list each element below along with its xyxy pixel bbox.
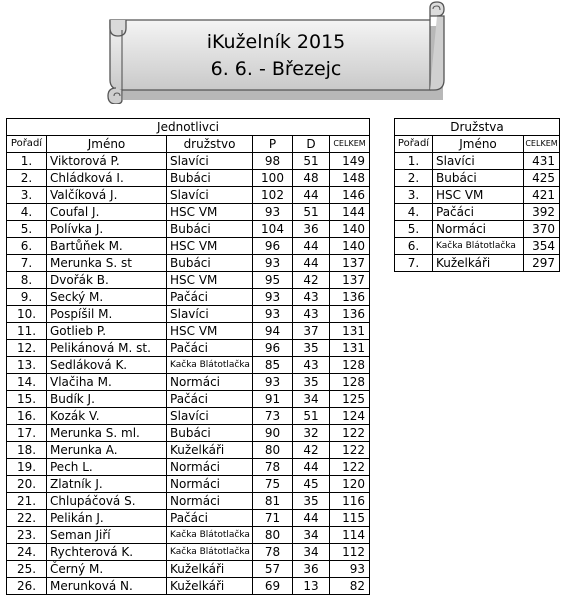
team-total-cell: 392 xyxy=(524,204,560,221)
p-score-cell: 93 xyxy=(253,306,293,323)
rank-cell: 7. xyxy=(7,255,47,272)
table-row xyxy=(7,578,370,595)
team-cell: Kačka Blátotlačka xyxy=(167,357,253,374)
rank-cell: 18. xyxy=(7,442,47,459)
total-cell: 112 xyxy=(330,544,370,561)
d-score-cell: 34 xyxy=(293,544,330,561)
total-cell: 115 xyxy=(330,510,370,527)
p-score-cell: 90 xyxy=(253,425,293,442)
table-row xyxy=(7,153,370,170)
total-cell: 124 xyxy=(330,408,370,425)
table-row xyxy=(7,425,370,442)
team-cell: Kuželkáři xyxy=(167,442,253,459)
table-row xyxy=(7,272,370,289)
team-cell: HSC VM xyxy=(167,204,253,221)
team-cell: Pačáci xyxy=(167,391,253,408)
d-score-cell: 13 xyxy=(293,578,330,595)
rank-cell: 2. xyxy=(7,170,47,187)
total-cell: 131 xyxy=(330,340,370,357)
title-scroll-banner xyxy=(100,0,452,104)
d-score-cell: 37 xyxy=(293,323,330,340)
p-score-cell: 93 xyxy=(253,204,293,221)
player-name-cell: Polívka J. xyxy=(47,221,167,238)
p-score-cell: 104 xyxy=(253,221,293,238)
team-cell: Kačka Blátotlačka xyxy=(167,527,253,544)
p-score-cell: 102 xyxy=(253,187,293,204)
team-rank-cell: 7. xyxy=(395,255,433,272)
team-name-cell: Kačka Blátotlačka xyxy=(433,238,524,255)
d-score-cell: 42 xyxy=(293,272,330,289)
player-name-cell: Pelikánová M. st. xyxy=(47,340,167,357)
team-total-cell: 297 xyxy=(524,255,560,272)
col-team-header: družstvo xyxy=(167,136,253,153)
player-name-cell: Coufal J. xyxy=(47,204,167,221)
col-rank-header: Pořadí xyxy=(7,136,47,153)
total-cell: 82 xyxy=(330,578,370,595)
player-name-cell: Pospíšil M. xyxy=(47,306,167,323)
total-cell: 122 xyxy=(330,459,370,476)
team-cell: Kuželkáři xyxy=(167,561,253,578)
p-score-cell: 71 xyxy=(253,510,293,527)
total-cell: 144 xyxy=(330,204,370,221)
team-cell: Slavíci xyxy=(167,408,253,425)
player-name-cell: Merunka S. ml. xyxy=(47,425,167,442)
team-cell: Bubáci xyxy=(167,255,253,272)
p-score-cell: 95 xyxy=(253,272,293,289)
rank-cell: 16. xyxy=(7,408,47,425)
team-cell: Bubáci xyxy=(167,425,253,442)
player-name-cell: Kozák V. xyxy=(47,408,167,425)
p-score-cell: 80 xyxy=(253,442,293,459)
player-name-cell: Chlupáčová S. xyxy=(47,493,167,510)
total-cell: 116 xyxy=(330,493,370,510)
team-cell: HSC VM xyxy=(167,272,253,289)
d-score-cell: 51 xyxy=(293,408,330,425)
p-score-cell: 69 xyxy=(253,578,293,595)
total-cell: 125 xyxy=(330,391,370,408)
d-score-cell: 43 xyxy=(293,357,330,374)
team-cell: Normáci xyxy=(167,459,253,476)
d-score-cell: 32 xyxy=(293,425,330,442)
team-row xyxy=(395,255,560,272)
d-score-cell: 44 xyxy=(293,510,330,527)
rank-cell: 4. xyxy=(7,204,47,221)
rank-cell: 9. xyxy=(7,289,47,306)
rank-cell: 20. xyxy=(7,476,47,493)
total-cell: 137 xyxy=(330,272,370,289)
rank-cell: 11. xyxy=(7,323,47,340)
d-score-cell: 51 xyxy=(293,204,330,221)
d-score-cell: 36 xyxy=(293,221,330,238)
table-row xyxy=(7,289,370,306)
individuals-title: Jednotlivci xyxy=(7,119,370,136)
rank-cell: 14. xyxy=(7,374,47,391)
rank-cell: 21. xyxy=(7,493,47,510)
player-name-cell: Seman Jiří xyxy=(47,527,167,544)
p-score-cell: 93 xyxy=(253,374,293,391)
p-score-cell: 81 xyxy=(253,493,293,510)
teams-col-rank-header: Pořadí xyxy=(395,136,433,153)
d-score-cell: 44 xyxy=(293,459,330,476)
table-row xyxy=(7,238,370,255)
table-row xyxy=(7,527,370,544)
p-score-cell: 93 xyxy=(253,255,293,272)
rank-cell: 25. xyxy=(7,561,47,578)
d-score-cell: 35 xyxy=(293,340,330,357)
d-score-cell: 51 xyxy=(293,153,330,170)
total-cell: 148 xyxy=(330,170,370,187)
player-name-cell: Merunka A. xyxy=(47,442,167,459)
player-name-cell: Viktorová P. xyxy=(47,153,167,170)
p-score-cell: 93 xyxy=(253,289,293,306)
d-score-cell: 44 xyxy=(293,238,330,255)
player-name-cell: Secký M. xyxy=(47,289,167,306)
table-row xyxy=(7,561,370,578)
table-row xyxy=(7,544,370,561)
player-name-cell: Dvořák B. xyxy=(47,272,167,289)
rank-cell: 5. xyxy=(7,221,47,238)
team-name-cell: HSC VM xyxy=(433,187,524,204)
team-cell: Pačáci xyxy=(167,510,253,527)
individuals-table xyxy=(6,118,370,595)
team-rank-cell: 6. xyxy=(395,238,433,255)
col-total-header: CELKEM xyxy=(330,136,370,153)
team-name-cell: Normáci xyxy=(433,221,524,238)
table-row xyxy=(7,306,370,323)
total-cell: 146 xyxy=(330,187,370,204)
total-cell: 131 xyxy=(330,323,370,340)
total-cell: 93 xyxy=(330,561,370,578)
team-total-cell: 431 xyxy=(524,153,560,170)
total-cell: 140 xyxy=(330,238,370,255)
rank-cell: 15. xyxy=(7,391,47,408)
team-rank-cell: 4. xyxy=(395,204,433,221)
player-name-cell: Černý M. xyxy=(47,561,167,578)
table-row xyxy=(7,510,370,527)
p-score-cell: 78 xyxy=(253,544,293,561)
team-name-cell: Kuželkáři xyxy=(433,255,524,272)
teams-table xyxy=(394,118,560,272)
table-row xyxy=(7,255,370,272)
banner-title: iKuželník 2015 xyxy=(206,31,346,53)
table-row xyxy=(7,221,370,238)
total-cell: 128 xyxy=(330,374,370,391)
d-score-cell: 35 xyxy=(293,493,330,510)
team-total-cell: 354 xyxy=(524,238,560,255)
rank-cell: 1. xyxy=(7,153,47,170)
team-total-cell: 370 xyxy=(524,221,560,238)
table-row xyxy=(7,408,370,425)
team-rank-cell: 3. xyxy=(395,187,433,204)
team-cell: Normáci xyxy=(167,493,253,510)
d-score-cell: 44 xyxy=(293,187,330,204)
team-cell: Normáci xyxy=(167,476,253,493)
rank-cell: 12. xyxy=(7,340,47,357)
table-row xyxy=(7,323,370,340)
table-row xyxy=(7,187,370,204)
d-score-cell: 45 xyxy=(293,476,330,493)
total-cell: 128 xyxy=(330,357,370,374)
d-score-cell: 36 xyxy=(293,561,330,578)
p-score-cell: 94 xyxy=(253,323,293,340)
rank-cell: 8. xyxy=(7,272,47,289)
player-name-cell: Vlačiha M. xyxy=(47,374,167,391)
p-score-cell: 57 xyxy=(253,561,293,578)
d-score-cell: 44 xyxy=(293,255,330,272)
d-score-cell: 34 xyxy=(293,527,330,544)
d-score-cell: 48 xyxy=(293,170,330,187)
total-cell: 149 xyxy=(330,153,370,170)
table-row xyxy=(7,476,370,493)
team-cell: HSC VM xyxy=(167,323,253,340)
p-score-cell: 96 xyxy=(253,238,293,255)
rank-cell: 10. xyxy=(7,306,47,323)
player-name-cell: Merunka S. st xyxy=(47,255,167,272)
table-row xyxy=(7,374,370,391)
team-name-cell: Slavíci xyxy=(433,153,524,170)
total-cell: 120 xyxy=(330,476,370,493)
team-cell: Pačáci xyxy=(167,289,253,306)
player-name-cell: Valčíková J. xyxy=(47,187,167,204)
p-score-cell: 73 xyxy=(253,408,293,425)
player-name-cell: Pelikán J. xyxy=(47,510,167,527)
team-cell: Pačáci xyxy=(167,340,253,357)
total-cell: 114 xyxy=(330,527,370,544)
total-cell: 136 xyxy=(330,306,370,323)
table-row xyxy=(7,340,370,357)
player-name-cell: Gotlieb P. xyxy=(47,323,167,340)
table-row xyxy=(7,357,370,374)
total-cell: 122 xyxy=(330,425,370,442)
player-name-cell: Merunková N. xyxy=(47,578,167,595)
total-cell: 137 xyxy=(330,255,370,272)
rank-cell: 13. xyxy=(7,357,47,374)
player-name-cell: Sedláková K. xyxy=(47,357,167,374)
teams-col-total-header: CELKEM xyxy=(524,136,560,153)
team-total-cell: 421 xyxy=(524,187,560,204)
d-score-cell: 34 xyxy=(293,391,330,408)
team-cell: Slavíci xyxy=(167,153,253,170)
table-row xyxy=(7,442,370,459)
team-row xyxy=(395,187,560,204)
d-score-cell: 35 xyxy=(293,374,330,391)
rank-cell: 6. xyxy=(7,238,47,255)
team-name-cell: Pačáci xyxy=(433,204,524,221)
col-d-header: D xyxy=(293,136,330,153)
total-cell: 122 xyxy=(330,442,370,459)
p-score-cell: 96 xyxy=(253,340,293,357)
team-row xyxy=(395,204,560,221)
player-name-cell: Chládková I. xyxy=(47,170,167,187)
p-score-cell: 80 xyxy=(253,527,293,544)
team-name-cell: Bubáci xyxy=(433,170,524,187)
player-name-cell: Bartůňek M. xyxy=(47,238,167,255)
p-score-cell: 91 xyxy=(253,391,293,408)
table-row xyxy=(7,391,370,408)
banner-subtitle: 6. 6. - Březejc xyxy=(210,58,342,80)
rank-cell: 24. xyxy=(7,544,47,561)
table-row xyxy=(7,170,370,187)
team-cell: Bubáci xyxy=(167,170,253,187)
team-rank-cell: 5. xyxy=(395,221,433,238)
p-score-cell: 98 xyxy=(253,153,293,170)
table-row xyxy=(7,493,370,510)
team-cell: Slavíci xyxy=(167,306,253,323)
d-score-cell: 42 xyxy=(293,442,330,459)
team-row xyxy=(395,238,560,255)
rank-cell: 19. xyxy=(7,459,47,476)
total-cell: 140 xyxy=(330,221,370,238)
team-cell: Kuželkáři xyxy=(167,578,253,595)
p-score-cell: 78 xyxy=(253,459,293,476)
player-name-cell: Pech L. xyxy=(47,459,167,476)
team-row xyxy=(395,170,560,187)
p-score-cell: 100 xyxy=(253,170,293,187)
p-score-cell: 85 xyxy=(253,357,293,374)
rank-cell: 22. xyxy=(7,510,47,527)
team-row xyxy=(395,221,560,238)
d-score-cell: 43 xyxy=(293,289,330,306)
rank-cell: 17. xyxy=(7,425,47,442)
team-cell: HSC VM xyxy=(167,238,253,255)
p-score-cell: 75 xyxy=(253,476,293,493)
col-p-header: P xyxy=(253,136,293,153)
d-score-cell: 43 xyxy=(293,306,330,323)
teams-title: Družstva xyxy=(395,119,560,136)
player-name-cell: Rychterová K. xyxy=(47,544,167,561)
rank-cell: 23. xyxy=(7,527,47,544)
team-total-cell: 425 xyxy=(524,170,560,187)
table-row xyxy=(7,204,370,221)
table-row xyxy=(7,459,370,476)
rank-cell: 26. xyxy=(7,578,47,595)
team-cell: Bubáci xyxy=(167,221,253,238)
team-rank-cell: 1. xyxy=(395,153,433,170)
total-cell: 136 xyxy=(330,289,370,306)
team-cell: Kačka Blátotlačka xyxy=(167,544,253,561)
team-cell: Normáci xyxy=(167,374,253,391)
team-cell: Slavíci xyxy=(167,187,253,204)
col-name-header: Jméno xyxy=(47,136,167,153)
player-name-cell: Budík J. xyxy=(47,391,167,408)
teams-col-name-header: Jméno xyxy=(433,136,524,153)
team-rank-cell: 2. xyxy=(395,170,433,187)
rank-cell: 3. xyxy=(7,187,47,204)
player-name-cell: Zlatník J. xyxy=(47,476,167,493)
team-row xyxy=(395,153,560,170)
